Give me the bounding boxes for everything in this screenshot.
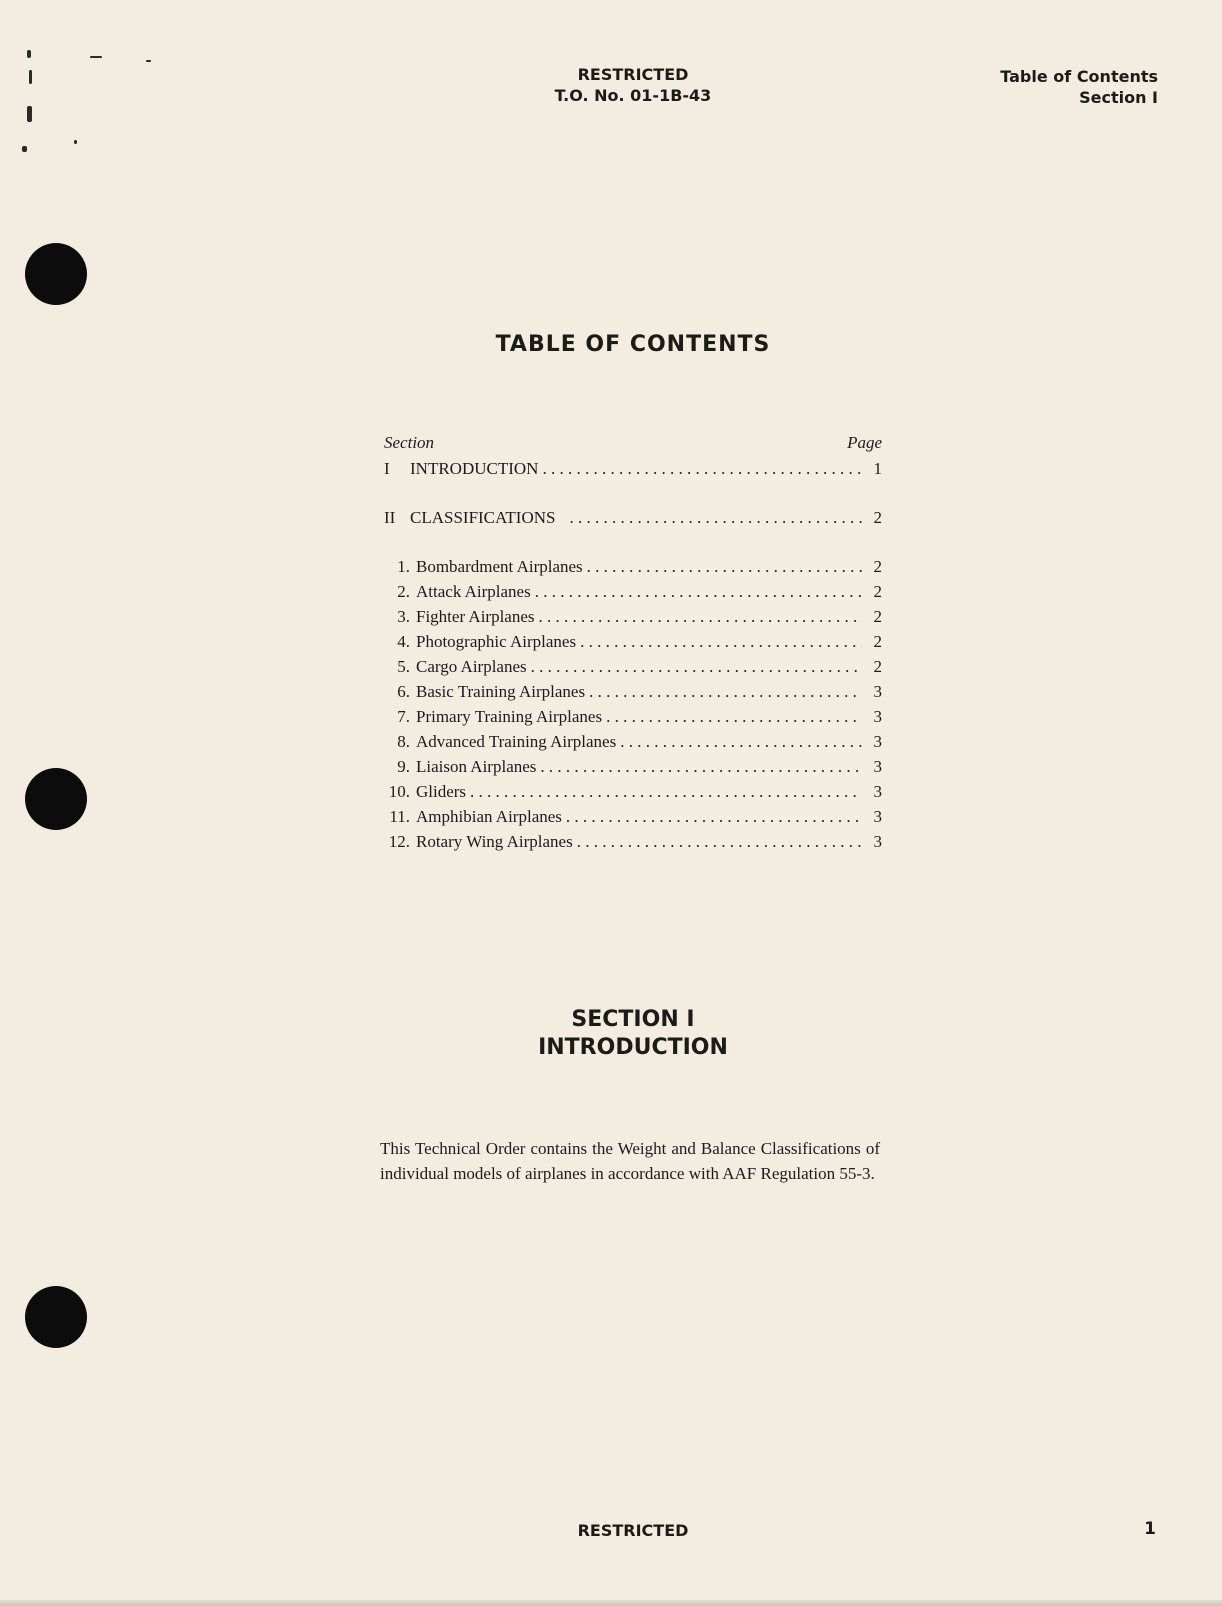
section-heading-line2: INTRODUCTION	[538, 1035, 728, 1060]
toc-item-number: 10.	[388, 782, 410, 801]
toc-item-title: Gliders	[416, 782, 467, 801]
toc-item-number: 8.	[397, 732, 410, 751]
intro-paragraph: This Technical Order contains the Weight and Balance Classifications of individual models of airplanes in accordance with AAF Regulation 55-3.	[380, 1139, 880, 1183]
toc-page-number: 3	[873, 832, 882, 851]
toc-dot-leader	[535, 582, 862, 602]
toc-item-title: Attack Airplanes	[416, 582, 531, 601]
footer-page-number: 1	[1144, 1519, 1156, 1539]
toc-dot-leader	[540, 757, 862, 777]
toc-item-number: 12.	[388, 832, 410, 851]
toc-col-section: Section	[384, 433, 435, 452]
toc-item-title: Fighter Airplanes	[416, 607, 535, 626]
toc-item-number: 4.	[397, 632, 410, 651]
toc-page-number: 2	[873, 632, 882, 651]
header-right-line1: Table of Contents	[1000, 67, 1158, 86]
toc-item-row[interactable]	[384, 582, 882, 607]
toc-page-number: 2	[873, 582, 882, 601]
toc-item-row[interactable]	[384, 607, 882, 632]
header-right-line2: Section I	[1079, 88, 1158, 107]
scan-speck	[22, 146, 27, 152]
toc-item-title: Photographic Airplanes	[416, 632, 577, 651]
toc-item-title: Cargo Airplanes	[416, 657, 527, 676]
toc-item-number: 3.	[397, 607, 410, 626]
toc-section-title: INTRODUCTION	[410, 459, 539, 478]
toc-dot-leader	[531, 657, 862, 677]
toc-col-page: Page	[847, 433, 882, 452]
toc-dot-leader	[577, 832, 862, 852]
toc-column-header	[384, 433, 882, 459]
toc-section-title: CLASSIFICATIONS	[410, 508, 556, 527]
toc-dot-leader	[569, 508, 862, 528]
header-to-number: T.O. No. 01-1B-43	[554, 86, 712, 105]
toc-item-title: Basic Training Airplanes	[416, 682, 586, 701]
toc-dot-leader	[470, 782, 862, 802]
toc-dot-leader	[566, 807, 862, 827]
toc-title: TABLE OF CONTENTS	[495, 332, 771, 357]
toc-item-row[interactable]	[384, 732, 882, 757]
toc-item-row[interactable]	[384, 557, 882, 582]
toc-item-number: 2.	[397, 582, 410, 601]
toc-item-row[interactable]	[384, 782, 882, 807]
toc-dot-leader	[587, 557, 862, 577]
toc-item-title: Advanced Training Airplanes	[416, 732, 617, 751]
toc-page-number: 2	[873, 557, 882, 576]
toc-dot-leader	[542, 459, 862, 479]
toc-item-row[interactable]	[384, 682, 882, 707]
toc-item-row[interactable]	[384, 707, 882, 732]
toc-dot-leader	[606, 707, 862, 727]
toc-item-title: Primary Training Airplanes	[416, 707, 603, 726]
toc-item-number: 6.	[397, 682, 410, 701]
binder-hole-middle	[25, 768, 87, 830]
toc-item-row[interactable]	[384, 757, 882, 782]
toc-page-number: 3	[873, 782, 882, 801]
toc-page-number: 1	[873, 459, 882, 478]
toc-item-row[interactable]	[384, 632, 882, 657]
toc-item-number: 5.	[397, 657, 410, 676]
toc-dot-leader	[589, 682, 862, 702]
toc-item-title: Bombardment Airplanes	[416, 557, 583, 576]
toc-item-title: Amphibian Airplanes	[416, 807, 562, 826]
table-of-contents	[384, 433, 882, 857]
toc-dot-leader	[620, 732, 862, 752]
toc-page-number: 3	[873, 757, 882, 776]
header-classification: RESTRICTED	[577, 65, 689, 84]
toc-item-row[interactable]	[384, 807, 882, 832]
toc-page-number: 2	[873, 607, 882, 626]
scan-speck	[27, 50, 31, 58]
toc-item-number: 11.	[389, 807, 410, 826]
toc-section-row[interactable]	[384, 508, 882, 533]
scan-speck	[146, 60, 151, 62]
toc-page-number: 2	[873, 508, 882, 527]
toc-page-number: 2	[873, 657, 882, 676]
toc-dot-leader	[580, 632, 862, 652]
toc-page-number: 3	[873, 732, 882, 751]
toc-section-number: II	[384, 508, 396, 527]
section-heading-line1: SECTION I	[571, 1007, 695, 1032]
scan-speck	[90, 56, 102, 58]
toc-section-number: I	[384, 459, 390, 478]
toc-section-row[interactable]	[384, 459, 882, 484]
page-header-right	[1000, 66, 1158, 108]
toc-page-number: 3	[873, 807, 882, 826]
toc-item-number: 7.	[397, 707, 410, 726]
section-heading	[0, 1006, 1222, 1062]
toc-page-number: 3	[873, 707, 882, 726]
toc-item-number: 1.	[397, 557, 410, 576]
toc-item-number: 9.	[397, 757, 410, 776]
toc-item-row[interactable]	[384, 832, 882, 857]
binder-hole-top	[25, 243, 87, 305]
scan-speck	[27, 106, 32, 122]
toc-item-title: Rotary Wing Airplanes	[416, 832, 573, 851]
scan-speck	[74, 140, 77, 144]
toc-item-row[interactable]	[384, 657, 882, 682]
toc-page-number: 3	[873, 682, 882, 701]
binder-hole-bottom	[25, 1286, 87, 1348]
toc-dot-leader	[539, 607, 862, 627]
page-bottom-edge	[0, 1600, 1222, 1606]
footer-classification: RESTRICTED	[577, 1521, 689, 1540]
toc-item-title: Liaison Airplanes	[416, 757, 537, 776]
